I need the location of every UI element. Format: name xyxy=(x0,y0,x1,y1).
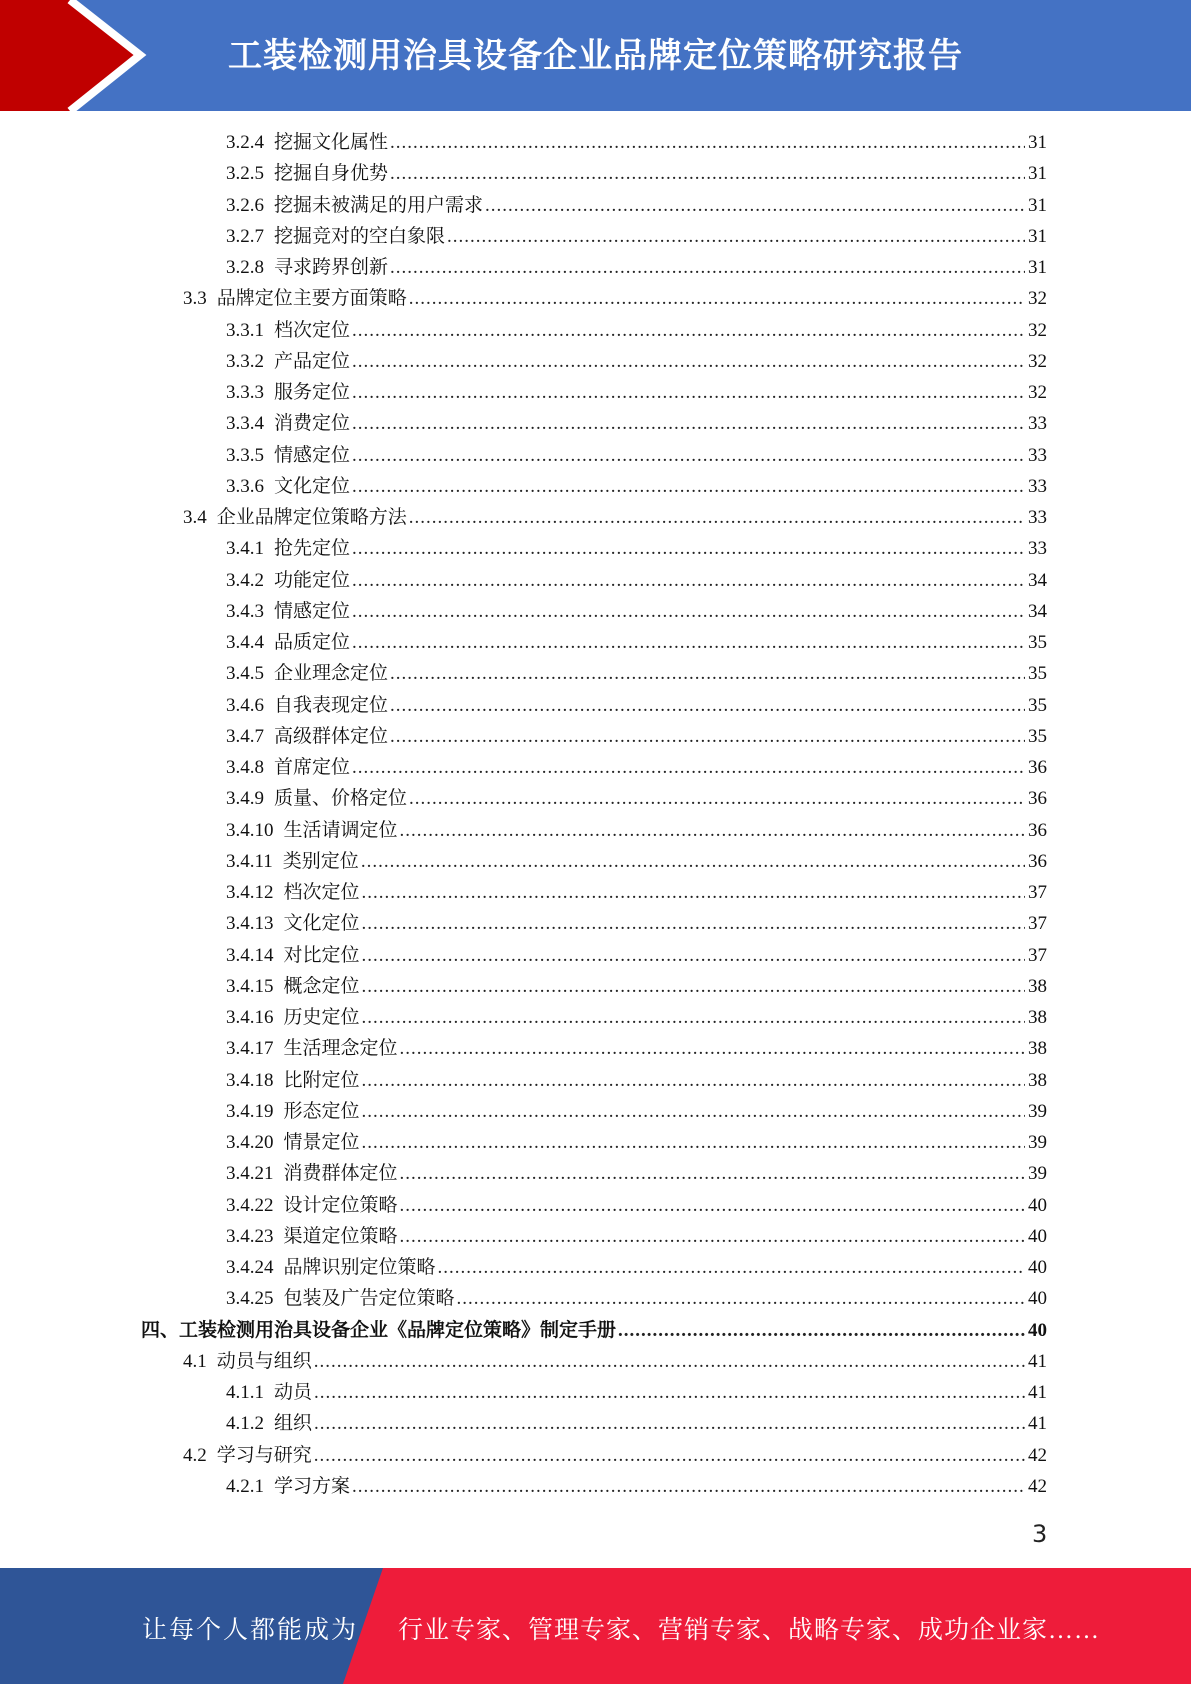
toc-entry[interactable] xyxy=(226,252,1047,283)
toc-entry-number: 3.4.14 xyxy=(226,944,274,966)
toc-entry-page: 33 xyxy=(1028,507,1047,528)
toc-entry-page: 33 xyxy=(1028,413,1047,435)
toc-dot-leader xyxy=(390,690,1025,721)
toc-entry[interactable] xyxy=(226,533,1047,564)
toc-entry[interactable] xyxy=(226,908,1047,939)
toc-dot-leader xyxy=(362,1065,1025,1096)
toc-entry-number: 3.4.3 xyxy=(226,600,264,622)
toc-entry-page: 32 xyxy=(1028,319,1047,341)
toc-entry[interactable] xyxy=(226,346,1047,377)
toc-entry-page: 31 xyxy=(1028,225,1047,247)
toc-dot-leader xyxy=(390,252,1025,283)
footer-slogan-right: 行业专家、管理专家、营销专家、战略专家、成功企业家…… xyxy=(398,1617,1101,1644)
toc-entry-title: 挖掘未被满足的用户需求 xyxy=(274,194,484,216)
toc-entry[interactable] xyxy=(226,752,1047,783)
toc-dot-leader xyxy=(390,158,1025,189)
toc-entry-title: 挖掘文化属性 xyxy=(274,132,389,153)
toc-entry-page: 38 xyxy=(1028,1069,1047,1091)
toc-entry-title: 品牌定位主要方面策略 xyxy=(216,288,407,310)
toc-entry[interactable] xyxy=(226,565,1047,596)
toc-entry-title: 文化定位 xyxy=(283,913,360,935)
toc-entry-number: 3.4.8 xyxy=(226,757,264,778)
toc-dot-leader xyxy=(409,283,1025,314)
toc-entry-page: 35 xyxy=(1028,632,1047,653)
toc-entry-title: 寻求跨界创新 xyxy=(274,257,389,278)
toc-entry-number: 3.4.15 xyxy=(226,975,274,997)
toc-entry-title: 情景定位 xyxy=(283,1132,360,1153)
page-number: 3 xyxy=(1032,1520,1048,1548)
toc-entry-number: 3.2.6 xyxy=(226,194,264,216)
toc-entry[interactable] xyxy=(226,221,1047,252)
toc-entry-title: 品质定位 xyxy=(274,632,351,653)
toc-entry-page: 40 xyxy=(1028,1194,1047,1216)
toc-entry-page: 32 xyxy=(1028,382,1047,403)
toc-entry-number: 4.2 xyxy=(183,1444,207,1466)
toc-entry-number: 4.1 xyxy=(183,1350,207,1372)
toc-entry[interactable] xyxy=(226,1408,1047,1439)
toc-dot-leader xyxy=(352,315,1025,346)
toc-entry[interactable] xyxy=(226,1190,1047,1221)
toc-entry-page: 38 xyxy=(1028,975,1047,997)
toc-entry[interactable] xyxy=(226,658,1047,689)
toc-entry-number: 4.1.1 xyxy=(226,1382,264,1403)
toc-entry-title: 自我表现定位 xyxy=(274,694,389,716)
toc-entry[interactable] xyxy=(226,127,1047,158)
toc-dot-leader xyxy=(352,377,1025,408)
toc-entry[interactable] xyxy=(226,158,1047,189)
toc-entry[interactable] xyxy=(226,1471,1047,1502)
toc-entry-page: 31 xyxy=(1028,132,1047,153)
toc-dot-leader xyxy=(362,1096,1025,1127)
toc-dot-leader xyxy=(400,1221,1025,1252)
toc-entry-page: 40 xyxy=(1028,1257,1047,1278)
toc-entry-number: 3.4.5 xyxy=(226,663,264,685)
toc-entry[interactable] xyxy=(226,940,1047,971)
toc-entry-page: 39 xyxy=(1028,1132,1047,1153)
toc-entry[interactable] xyxy=(226,1096,1047,1127)
toc-entry-title: 质量、价格定位 xyxy=(274,788,408,810)
toc-entry-title: 产品定位 xyxy=(274,350,351,372)
toc-entry-number: 3.4.16 xyxy=(226,1007,274,1028)
toc-entry-number: 3.4.23 xyxy=(226,1225,274,1247)
toc-entry-page: 31 xyxy=(1028,194,1047,216)
toc-entry-title: 挖掘竞对的空白象限 xyxy=(274,225,446,247)
toc-entry-page: 42 xyxy=(1028,1444,1047,1466)
toc-entry-title: 组织 xyxy=(274,1413,313,1435)
toc-entry-number: 3.4.2 xyxy=(226,569,264,591)
toc-entry-number: 3.4.7 xyxy=(226,725,264,747)
toc-entry-number: 3.3 xyxy=(183,288,207,310)
toc-dot-leader xyxy=(352,408,1025,439)
toc-entry-title: 历史定位 xyxy=(283,1007,360,1028)
toc-entry[interactable] xyxy=(183,1346,1047,1377)
toc-entry-title: 包装及广告定位策略 xyxy=(283,1288,455,1310)
toc-dot-leader xyxy=(457,1283,1025,1314)
toc-entry[interactable] xyxy=(226,1065,1047,1096)
toc-entry[interactable] xyxy=(226,408,1047,439)
toc-entry[interactable] xyxy=(226,1283,1047,1314)
toc-entry-number: 3.4.4 xyxy=(226,632,264,653)
toc-entry-number: 3.4.24 xyxy=(226,1257,274,1278)
page-header xyxy=(0,0,1191,111)
toc-dot-leader xyxy=(361,846,1025,877)
toc-dot-leader xyxy=(352,440,1025,471)
toc-entry[interactable] xyxy=(183,283,1047,314)
toc-entry[interactable] xyxy=(226,377,1047,408)
toc-entry[interactable] xyxy=(226,877,1047,908)
toc-entry-number: 3.4.10 xyxy=(226,819,274,841)
toc-dot-leader xyxy=(352,533,1025,564)
toc-entry-number: 3.3.3 xyxy=(226,382,264,403)
toc-entry-title: 情感定位 xyxy=(274,600,351,622)
toc-entry-number: 3.4.9 xyxy=(226,788,264,810)
toc-entry[interactable] xyxy=(226,627,1047,658)
toc-entry-number: 4.2.1 xyxy=(226,1475,264,1497)
toc-dot-leader xyxy=(352,752,1025,783)
toc-entry-page: 41 xyxy=(1028,1382,1047,1403)
toc-entry-title: 抢先定位 xyxy=(274,538,351,560)
toc-entry-title: 学习与研究 xyxy=(216,1444,312,1466)
toc-entry-page: 35 xyxy=(1028,725,1047,747)
toc-entry-page: 35 xyxy=(1028,694,1047,716)
toc-dot-leader xyxy=(400,1033,1025,1064)
toc-dot-leader xyxy=(362,908,1025,939)
toc-entry-page: 38 xyxy=(1028,1038,1047,1060)
toc-entry-page: 41 xyxy=(1028,1350,1047,1372)
toc-entry-number: 3.3.2 xyxy=(226,350,264,372)
toc-entry-title: 四、工装检测用治具设备企业《品牌定位策略》制定手册 xyxy=(141,1319,617,1341)
toc-entry[interactable] xyxy=(141,1315,1047,1346)
toc-entry-page: 41 xyxy=(1028,1413,1047,1435)
toc-entry[interactable] xyxy=(226,1221,1047,1252)
toc-dot-leader xyxy=(362,1002,1025,1033)
toc-entry-number: 3.4.20 xyxy=(226,1132,274,1153)
toc-entry[interactable] xyxy=(226,440,1047,471)
toc-entry-page: 33 xyxy=(1028,444,1047,466)
toc-entry-page: 38 xyxy=(1028,1007,1047,1028)
toc-entry-title: 首席定位 xyxy=(274,757,351,778)
toc-dot-leader xyxy=(485,190,1025,221)
toc-dot-leader xyxy=(400,815,1025,846)
toc-entry-title: 高级群体定位 xyxy=(274,725,389,747)
toc-entry[interactable] xyxy=(226,846,1047,877)
toc-dot-leader xyxy=(390,658,1025,689)
toc-entry-number: 3.4.18 xyxy=(226,1069,274,1091)
toc-entry-page: 37 xyxy=(1028,944,1047,966)
toc-entry-title: 学习方案 xyxy=(274,1475,351,1497)
toc-entry[interactable] xyxy=(226,690,1047,721)
toc-entry-title: 类别定位 xyxy=(282,850,359,872)
toc-entry[interactable] xyxy=(226,1127,1047,1158)
toc-entry-title: 挖掘自身优势 xyxy=(274,163,389,185)
toc-dot-leader xyxy=(390,721,1025,752)
toc-dot-leader xyxy=(314,1440,1025,1471)
toc-dot-leader xyxy=(352,565,1025,596)
toc-entry-title: 比附定位 xyxy=(283,1069,360,1091)
toc-entry-page: 36 xyxy=(1028,819,1047,841)
toc-entry-number: 3.4.12 xyxy=(226,882,274,903)
toc-entry-number: 3.4.19 xyxy=(226,1100,274,1122)
toc-entry-number: 3.3.5 xyxy=(226,444,264,466)
toc-dot-leader xyxy=(352,1471,1025,1502)
toc-dot-leader xyxy=(352,471,1025,502)
toc-entry-page: 32 xyxy=(1028,288,1047,310)
toc-entry-page: 31 xyxy=(1028,163,1047,185)
toc-entry-title: 功能定位 xyxy=(274,569,351,591)
toc-entry-page: 40 xyxy=(1028,1288,1047,1310)
toc-dot-leader xyxy=(400,1158,1025,1189)
toc-entry[interactable] xyxy=(226,721,1047,752)
toc-entry-title: 消费群体定位 xyxy=(283,1163,398,1185)
toc-entry-number: 3.3.4 xyxy=(226,413,264,435)
toc-entry[interactable] xyxy=(226,1033,1047,1064)
toc-entry-title: 档次定位 xyxy=(283,882,360,903)
toc-entry-number: 3.4.25 xyxy=(226,1288,274,1310)
toc-entry-number: 3.4.21 xyxy=(226,1163,274,1185)
toc-entry-title: 动员 xyxy=(274,1382,313,1403)
toc-entry-title: 渠道定位策略 xyxy=(283,1225,398,1247)
toc-entry-number: 3.4.11 xyxy=(226,850,273,872)
toc-entry[interactable] xyxy=(226,1377,1047,1408)
toc-entry-page: 36 xyxy=(1028,757,1047,778)
toc-dot-leader xyxy=(362,940,1025,971)
toc-entry-page: 34 xyxy=(1028,569,1047,591)
toc-entry[interactable] xyxy=(226,971,1047,1002)
toc-entry-title: 情感定位 xyxy=(274,444,351,466)
toc-entry-page: 35 xyxy=(1028,663,1047,685)
toc-entry-number: 3.4.17 xyxy=(226,1038,274,1060)
toc-entry-number: 3.2.7 xyxy=(226,225,264,247)
toc-dot-leader xyxy=(314,1377,1025,1408)
toc-dot-leader xyxy=(352,627,1025,658)
toc-dot-leader xyxy=(438,1252,1025,1283)
toc-entry-number: 3.2.4 xyxy=(226,132,264,153)
toc-entry[interactable] xyxy=(183,502,1047,533)
toc-entry[interactable] xyxy=(226,190,1047,221)
toc-entry-title: 对比定位 xyxy=(283,944,360,966)
toc-entry[interactable] xyxy=(226,815,1047,846)
toc-entry-title: 服务定位 xyxy=(274,382,351,403)
toc-dot-leader xyxy=(352,346,1025,377)
toc-entry-title: 生活请调定位 xyxy=(283,819,398,841)
toc-entry[interactable] xyxy=(226,783,1047,814)
toc-dot-leader xyxy=(314,1408,1025,1439)
toc-entry-title: 概念定位 xyxy=(283,975,360,997)
toc-entry-title: 品牌识别定位策略 xyxy=(283,1257,436,1278)
toc-entry-page: 37 xyxy=(1028,882,1047,903)
toc-entry-number: 4.1.2 xyxy=(226,1413,264,1435)
toc-entry[interactable] xyxy=(226,315,1047,346)
toc-dot-leader xyxy=(409,783,1025,814)
toc-entry-number: 3.2.5 xyxy=(226,163,264,185)
toc-entry-page: 39 xyxy=(1028,1100,1047,1122)
toc-entry-page: 33 xyxy=(1028,538,1047,560)
toc-entry-title: 企业品牌定位策略方法 xyxy=(216,507,407,528)
footer-slogan-left: 让每个人都能成为 xyxy=(142,1617,359,1644)
toc-dot-leader xyxy=(390,127,1025,158)
toc-entry-number: 3.4 xyxy=(183,507,207,528)
toc-entry-title: 形态定位 xyxy=(283,1100,360,1122)
toc-entry-page: 40 xyxy=(1028,1225,1047,1247)
toc-entry-number: 3.4.6 xyxy=(226,694,264,716)
toc-entry-page: 36 xyxy=(1028,788,1047,810)
toc-entry-number: 3.4.22 xyxy=(226,1194,274,1216)
toc-dot-leader xyxy=(618,1315,1025,1346)
toc-entry-page: 42 xyxy=(1028,1475,1047,1497)
toc-entry-title: 文化定位 xyxy=(274,475,351,497)
toc-entry[interactable] xyxy=(226,596,1047,627)
toc-dot-leader xyxy=(362,971,1025,1002)
toc-entry-title: 企业理念定位 xyxy=(274,663,389,685)
toc-dot-leader xyxy=(362,877,1025,908)
toc-entry-page: 31 xyxy=(1028,257,1047,278)
toc-entry-page: 34 xyxy=(1028,600,1047,622)
toc-entry[interactable] xyxy=(183,1440,1047,1471)
toc-dot-leader xyxy=(314,1346,1025,1377)
toc-dot-leader xyxy=(447,221,1025,252)
toc-dot-leader xyxy=(409,502,1025,533)
report-title: 工装检测用治具设备企业品牌定位策略研究报告 xyxy=(228,36,963,76)
toc-dot-leader xyxy=(362,1127,1025,1158)
toc-entry-number: 3.2.8 xyxy=(226,257,264,278)
toc-entry-page: 36 xyxy=(1028,850,1047,872)
toc-dot-leader xyxy=(352,596,1025,627)
toc-entry-page: 32 xyxy=(1028,350,1047,372)
toc-entry-number: 3.4.1 xyxy=(226,538,264,560)
toc-entry-number: 3.3.1 xyxy=(226,319,264,341)
page-footer xyxy=(0,1568,1191,1684)
toc-entry-page: 40 xyxy=(1028,1319,1047,1341)
toc-entry-page: 33 xyxy=(1028,475,1047,497)
toc-entry-page: 37 xyxy=(1028,913,1047,935)
toc-entry[interactable] xyxy=(226,471,1047,502)
toc-entry-title: 设计定位策略 xyxy=(283,1194,398,1216)
toc-entry[interactable] xyxy=(226,1002,1047,1033)
toc-entry[interactable] xyxy=(226,1252,1047,1283)
toc-entry[interactable] xyxy=(226,1158,1047,1189)
toc-entry-page: 39 xyxy=(1028,1163,1047,1185)
toc-entry-title: 生活理念定位 xyxy=(283,1038,398,1060)
toc-entry-title: 动员与组织 xyxy=(216,1350,312,1372)
toc-entry-title: 档次定位 xyxy=(274,319,351,341)
toc-entry-title: 消费定位 xyxy=(274,413,351,435)
toc-entry-number: 3.4.13 xyxy=(226,913,274,935)
toc-entry-number: 3.3.6 xyxy=(226,475,264,497)
toc-dot-leader xyxy=(400,1190,1025,1221)
